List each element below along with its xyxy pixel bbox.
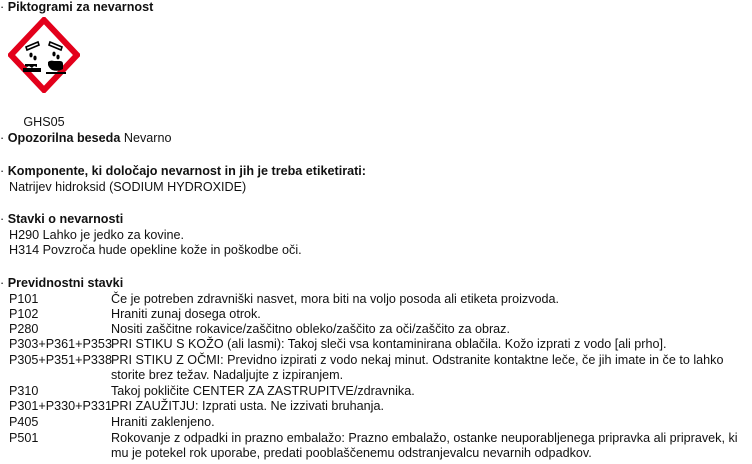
components-heading-line bbox=[0, 164, 366, 179]
precautionary-heading-line bbox=[0, 276, 123, 291]
bullet: · bbox=[0, 164, 5, 178]
precaution-code: P301+P330+P331 bbox=[9, 399, 112, 413]
signal-word-label: Opozorilna beseda bbox=[7, 131, 121, 145]
precaution-code: P280 bbox=[9, 322, 39, 336]
hazard-statement: H314 Povzroča hude opekline kože in poškodbe oči. bbox=[9, 243, 302, 257]
precaution-code: P101 bbox=[9, 292, 39, 306]
hazard-heading: Stavki o nevarnosti bbox=[7, 212, 124, 226]
corrosion-pictogram-icon bbox=[8, 17, 80, 93]
signal-word-line bbox=[0, 131, 171, 146]
precaution-code: P305+P351+P338 bbox=[9, 353, 112, 367]
ghs05-pictogram bbox=[8, 17, 80, 129]
precaution-code: P310 bbox=[9, 384, 39, 398]
bullet: · bbox=[0, 276, 5, 290]
precaution-code: P102 bbox=[9, 307, 39, 321]
bullet: · bbox=[0, 0, 5, 14]
bullet: · bbox=[0, 131, 5, 145]
precaution-code: P303+P361+P353 bbox=[9, 337, 112, 351]
precaution-text: Hraniti zaklenjeno. bbox=[111, 415, 215, 429]
components-value: Natrijev hidroksid (SODIUM HYDROXIDE) bbox=[9, 180, 247, 194]
precaution-code: P405 bbox=[9, 415, 39, 429]
precaution-text: PRI STIKU Z OČMI: Previdno izpirati z vodo nekaj minut. Odstranite kontaktne leče, če jih imate in če to lahko storite brez težav. Nadaljujte z izpiranjem. bbox=[111, 353, 724, 382]
precaution-code: P501 bbox=[9, 431, 39, 445]
precaution-text: Rokovanje z odpadki in prazno embalažo: Prazno embalažo, ostanke neuporabljenega pripravka ali pripravek, ki mu je potekel rok uporabe, predati pooblaščenemu odstranjevalcu nevarnih odpadkov. bbox=[111, 431, 738, 460]
hazard-heading-line bbox=[0, 212, 123, 227]
bullet: · bbox=[0, 212, 5, 226]
signal-word-value: Nevarno bbox=[123, 131, 172, 145]
precaution-text: Hraniti zunaj dosega otrok. bbox=[111, 307, 261, 321]
precaution-text: Takoj pokličite CENTER ZA ZASTRUPITVE/zdravnika. bbox=[111, 384, 415, 398]
pictograms-heading-line bbox=[0, 0, 153, 15]
precaution-text: Če je potreben zdravniški nasvet, mora biti na voljo posoda ali etiketa proizvoda. bbox=[111, 292, 560, 306]
precaution-text: Nositi zaščitne rokavice/zaščitno obleko/zaščito za oči/zaščito za obraz. bbox=[111, 322, 510, 336]
pictograms-heading: Piktogrami za nevarnost bbox=[7, 0, 154, 14]
hazard-statement: H290 Lahko je jedko za kovine. bbox=[9, 228, 185, 242]
precautionary-heading: Previdnostni stavki bbox=[7, 276, 124, 290]
precaution-text: PRI ZAUŽITJU: Izprati usta. Ne izzivati bruhanja. bbox=[111, 399, 384, 413]
pictogram-code: GHS05 bbox=[23, 115, 65, 129]
components-heading: Komponente, ki določajo nevarnost in jih je treba etiketirati: bbox=[7, 164, 366, 178]
precaution-text: PRI STIKU S KOŽO (ali lasmi): Takoj sleči vsa kontaminirana oblačila. Kožo izprati z vodo [ali prho]. bbox=[111, 337, 667, 351]
